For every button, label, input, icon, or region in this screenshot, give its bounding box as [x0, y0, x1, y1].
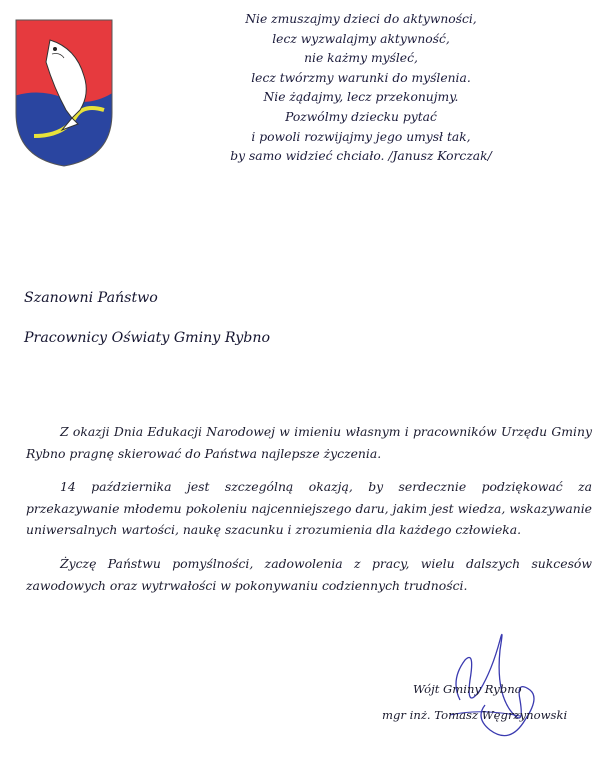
paragraph-text: 14 października jest szczególną okazją, by serdecznie podziękować za przekazywanie młodemu pokoleniu najcenniejszego daru, jakim jest wiedza, wskazywanie uniwersalnych wartości, naukę szacunku i zrozumienia dla każdego człowieka. — [26, 479, 592, 537]
quote-line: Nie żądajmy, lecz przekonujmy. — [263, 90, 459, 105]
signatory-title: Wójt Gminy Rybno — [413, 682, 522, 696]
quote-line: by samo widzieć chciało. /Janusz Korczak/ — [230, 149, 492, 164]
quote-line: lecz twórzmy warunki do myślenia. — [251, 70, 471, 85]
signatory-name: mgr inż. Tomasz Węgrzynowski — [382, 708, 568, 722]
quote-line: Pozwólmy dziecku pytać — [285, 109, 437, 124]
quote-line: lecz wyzwalajmy aktywność, — [272, 31, 450, 46]
paragraph-text: Z okazji Dnia Edukacji Narodowej w imieniu własnym i pracowników Urzędu Gminy Rybno pragnę skierować do Państwa najlepsze życzenia. — [26, 424, 592, 461]
salutation-line-1: Szanowni Państwo — [24, 290, 158, 306]
paragraph-text: Życzę Państwu pomyślności, zadowolenia z pracy, wielu dalszych sukcesów zawodowych oraz wytrwałości w pokonywaniu codziennych trudności. — [26, 556, 592, 593]
quote-line: nie każmy myśleć, — [304, 51, 418, 66]
coat-of-arms — [14, 18, 114, 168]
letter-paragraph — [26, 476, 592, 541]
quote-line: i powoli rozwijajmy jego umysł tak, — [251, 129, 471, 144]
quote-line: Nie zmuszajmy dzieci do aktywności, — [245, 12, 477, 26]
korczak-quote — [196, 10, 526, 167]
fish-crest-icon — [14, 18, 114, 168]
salutation-line-2: Pracownicy Oświaty Gminy Rybno — [24, 330, 271, 346]
letter-paragraph — [26, 553, 592, 596]
letter-paragraph — [26, 421, 592, 464]
